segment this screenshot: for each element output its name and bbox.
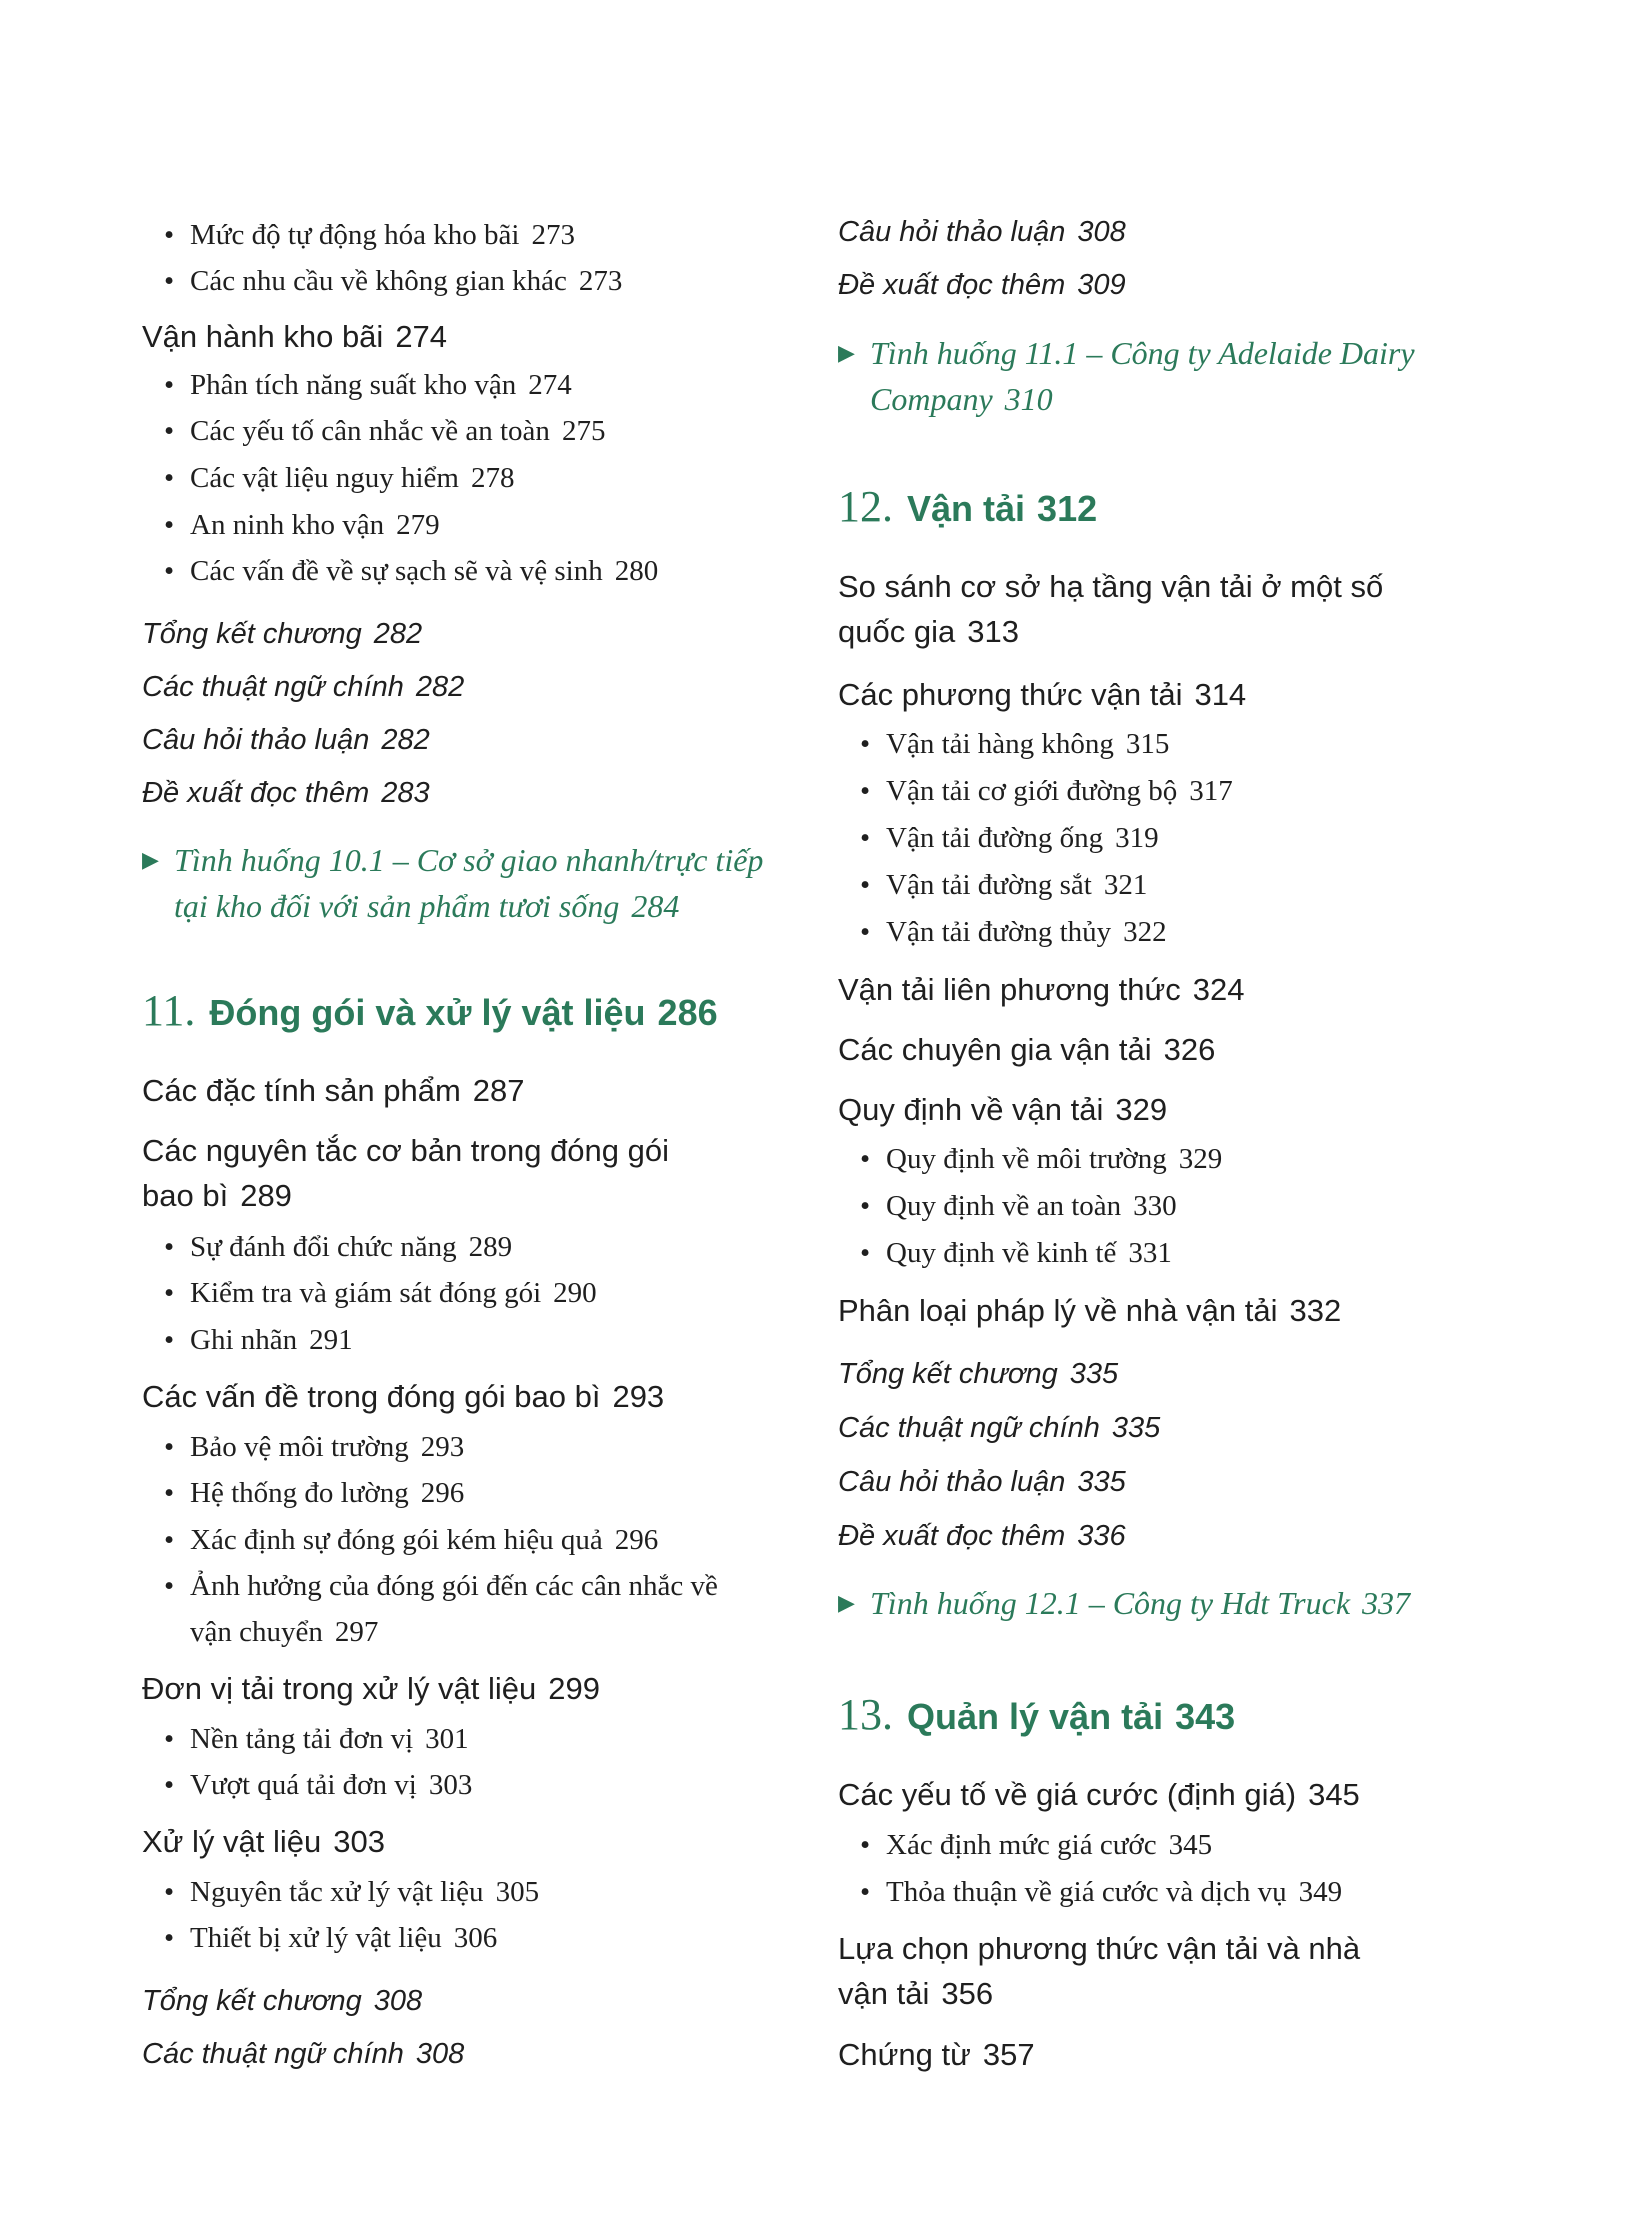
bullet-icon: • bbox=[860, 822, 871, 854]
toc-subentry[interactable]: • Các yếu tố cân nhắc về an toàn 275 bbox=[190, 408, 605, 454]
toc-subentry[interactable]: • Vận tải đường thủy 322 bbox=[886, 909, 1167, 955]
triangle-right-icon: ▶ bbox=[142, 847, 159, 872]
toc-chapter-heading[interactable]: 11. Đóng gói và xử lý vật liệu 286 bbox=[142, 986, 718, 1035]
toc-section-entry[interactable]: Xử lý vật liệu 303 bbox=[142, 1824, 385, 1859]
toc-subentry[interactable]: • Phân tích năng suất kho vận 274 bbox=[190, 362, 572, 408]
toc-end-entry[interactable]: Tổng kết chương 335 bbox=[838, 1358, 1119, 1390]
toc-section-entry[interactable]: Chứng từ 357 bbox=[838, 2037, 1035, 2072]
bullet-icon: • bbox=[860, 869, 871, 901]
toc-section-entry[interactable]: Các đặc tính sản phẩm 287 bbox=[142, 1073, 525, 1108]
toc-section-entry[interactable]: So sánh cơ sở hạ tầng vận tải ở một số quốc gia 313 bbox=[838, 569, 1384, 649]
bullet-icon: • bbox=[164, 1524, 175, 1556]
toc-section-entry[interactable]: Vận hành kho bãi 274 bbox=[142, 319, 448, 354]
toc-subentry[interactable]: • Vận tải đường ống 319 bbox=[886, 815, 1159, 861]
toc-subentry[interactable]: • Nguyên tắc xử lý vật liệu 305 bbox=[190, 1869, 539, 1915]
toc-end-entry[interactable]: Các thuật ngữ chính 282 bbox=[142, 671, 465, 703]
toc-subentry[interactable]: • Bảo vệ môi trường 293 bbox=[190, 1424, 464, 1470]
toc-end-entry[interactable]: Các thuật ngữ chính 335 bbox=[838, 1412, 1161, 1444]
bullet-icon: • bbox=[164, 555, 175, 587]
toc-chapter-heading[interactable]: 13. Quản lý vận tải 343 bbox=[838, 1690, 1236, 1739]
bullet-icon: • bbox=[164, 1231, 175, 1263]
bullet-icon: • bbox=[164, 1723, 175, 1755]
toc-section-entry[interactable]: Quy định về vận tải 329 bbox=[838, 1092, 1168, 1127]
bullet-icon: • bbox=[860, 1190, 871, 1222]
toc-end-entry[interactable]: Câu hỏi thảo luận 282 bbox=[142, 724, 430, 756]
bullet-icon: • bbox=[860, 1237, 871, 1269]
toc-subentry[interactable]: • Vận tải đường sắt 321 bbox=[886, 862, 1147, 908]
toc-section-entry[interactable]: Vận tải liên phương thức 324 bbox=[838, 972, 1245, 1007]
bullet-icon: • bbox=[164, 219, 175, 251]
bullet-icon: • bbox=[164, 1477, 175, 1509]
toc-subentry[interactable]: • Xác định sự đóng gói kém hiệu quả 296 bbox=[190, 1517, 658, 1563]
toc-section-entry[interactable]: Phân loại pháp lý về nhà vận tải 332 bbox=[838, 1293, 1342, 1328]
toc-section-entry[interactable]: Lựa chọn phương thức vận tải và nhà vận tải 356 bbox=[838, 1931, 1361, 2011]
toc-section-entry[interactable]: Các phương thức vận tải 314 bbox=[838, 677, 1247, 712]
toc-end-entry[interactable]: Câu hỏi thảo luận 308 bbox=[838, 216, 1126, 248]
bullet-icon: • bbox=[164, 1324, 175, 1356]
bullet-icon: • bbox=[164, 1570, 175, 1602]
toc-end-entry[interactable]: Tổng kết chương 282 bbox=[142, 618, 423, 650]
bullet-icon: • bbox=[164, 369, 175, 401]
bullet-icon: • bbox=[860, 1829, 871, 1861]
toc-end-entry[interactable]: Đề xuất đọc thêm 336 bbox=[838, 1520, 1126, 1552]
bullet-icon: • bbox=[860, 1876, 871, 1908]
toc-section-entry[interactable]: Các chuyên gia vận tải 326 bbox=[838, 1032, 1216, 1067]
toc-subentry[interactable]: • Mức độ tự động hóa kho bãi 273 bbox=[190, 212, 575, 258]
toc-subentry[interactable]: • Xác định mức giá cước 345 bbox=[886, 1822, 1212, 1868]
triangle-right-icon: ▶ bbox=[838, 340, 855, 365]
toc-end-entry[interactable]: Các thuật ngữ chính 308 bbox=[142, 2038, 465, 2070]
toc-subentry[interactable]: • Thỏa thuận về giá cước và dịch vụ 349 bbox=[886, 1869, 1342, 1915]
toc-subentry[interactable]: • Các vật liệu nguy hiểm 278 bbox=[190, 455, 515, 501]
toc-end-entry[interactable]: Tổng kết chương 308 bbox=[142, 1985, 423, 2017]
bullet-icon: • bbox=[164, 1876, 175, 1908]
bullet-icon: • bbox=[860, 1143, 871, 1175]
toc-end-entry[interactable]: Câu hỏi thảo luận 335 bbox=[838, 1466, 1126, 1498]
toc-subentry[interactable]: • Sự đánh đổi chức năng 289 bbox=[190, 1224, 512, 1270]
toc-subentry[interactable]: • Ảnh hưởng của đóng gói đến các cân nhắc về vận chuyển 297 bbox=[190, 1563, 718, 1655]
bullet-icon: • bbox=[164, 1922, 175, 1954]
bullet-icon: • bbox=[860, 775, 871, 807]
bullet-icon: • bbox=[164, 265, 175, 297]
toc-subentry[interactable]: • Thiết bị xử lý vật liệu 306 bbox=[190, 1915, 497, 1961]
toc-subentry[interactable]: • Vận tải cơ giới đường bộ 317 bbox=[886, 768, 1233, 814]
toc-subentry[interactable]: • Các nhu cầu về không gian khác 273 bbox=[190, 258, 622, 304]
triangle-right-icon: ▶ bbox=[838, 1590, 855, 1615]
toc-subentry[interactable]: • Ghi nhãn 291 bbox=[190, 1317, 353, 1363]
toc-chapter-heading[interactable]: 12. Vận tải 312 bbox=[838, 482, 1098, 531]
bullet-icon: • bbox=[164, 509, 175, 541]
toc-section-entry[interactable]: Đơn vị tải trong xử lý vật liệu 299 bbox=[142, 1671, 601, 1706]
toc-subentry[interactable]: • Quy định về môi trường 329 bbox=[886, 1136, 1222, 1182]
toc-subentry[interactable]: • Hệ thống đo lường 296 bbox=[190, 1470, 464, 1516]
bullet-icon: • bbox=[164, 1769, 175, 1801]
toc-page: • Mức độ tự động hóa kho bãi 273 • Các nhu cầu về không gian khác 273 Vận hành kho bãi 274 • Phân tích năng suất kho vận 274 • Các yếu tố cân nhắc về an toàn 275 • Các vật liệu nguy hiểm 278 • An ninh kho vận 279 • Các vấn đề về sự sạch sẽ và vệ sinh 280 Tổng kết chương 282 Các thuật ngữ chính 282 Câu hỏi thảo luận 282 Đề xuất đọc thêm 283 ▶ Tình huống 10.1 – Cơ sở giao nhanh/trực tiếp tại kho đối với sản phẩm tươi sống 284 11. Đóng gói và xử lý vật liệu 286 Các đặc tính sản phẩm 287 Các nguyên tắc cơ bản trong đóng gói bao bì 289 • Sự đánh đổi chức năng 289 • Kiểm tra và giám sát đóng gói 290 • Ghi nhãn 291 Các vấn đề trong đóng gói bao bì 293 • Bảo vệ môi trường 293 • Hệ thống đo lường 296 • Xác định sự đóng gói kém hiệu quả 296 • Ảnh hưởng của đóng gói đến các cân nhắc về vận chuyển 297 Đơn vị tải trong xử lý vật liệu 299 • Nền tảng tải đơn vị 301 • Vượt quá tải đơn vị 303 Xử lý vật liệu 303 • Nguyên tắc xử lý vật liệu 305 • Thiết bị xử lý vật liệu 306 Tổng kết chương 308 Các thuật ngữ chính 308 Câu hỏi thảo luận 308 Đề xuất đọc thêm 309 ▶ Tình huống 11.1 – Công ty Adelaide Dairy Company 310 12. Vận tải 312 So sánh cơ sở hạ tầng vận tải ở một số quốc gia 313 Các phương thức vận tải 314 • Vận tải hàng không 315 • Vận tải cơ giới đường bộ 317 • Vận tải đường ống 319 • Vận tải đường sắt 321 • Vận tải đường thủy 322 Vận tải liên phương thức 324 Các chuyên gia vận tải 326 Quy định về vận tải 329 • Quy định về môi trường 329 • Quy định về an toàn 330 • Quy định về kinh tế 331 Phân loại pháp lý về nhà vận tải 332 Tổng kết chương 335 Các thuật ngữ chính 335 Câu hỏi thảo luận 335 Đề xuất đọc thêm 336 ▶ Tình huống 12.1 – Công ty Hdt Truck 337 13. Quản lý vận tải 343 Các yếu tố về giá cước (định giá) 345 • Xác định mức giá cước 345 • Thỏa thuận về giá cước và dịch vụ 349 Lựa chọn phương thức vận tải và nhà vận tải 356 Chứng từ 357 bbox=[0, 0, 1638, 2213]
bullet-icon: • bbox=[860, 728, 871, 760]
bullet-icon: • bbox=[860, 916, 871, 948]
toc-subentry[interactable]: • Quy định về kinh tế 331 bbox=[886, 1230, 1172, 1276]
toc-section-entry[interactable]: Các nguyên tắc cơ bản trong đóng gói bao bì 289 bbox=[142, 1133, 670, 1213]
toc-subentry[interactable]: • Kiểm tra và giám sát đóng gói 290 bbox=[190, 1270, 597, 1316]
toc-subentry[interactable]: • Quy định về an toàn 330 bbox=[886, 1183, 1177, 1229]
toc-section-entry[interactable]: Các vấn đề trong đóng gói bao bì 293 bbox=[142, 1379, 665, 1414]
toc-subentry[interactable]: • Vận tải hàng không 315 bbox=[886, 721, 1169, 767]
bullet-icon: • bbox=[164, 415, 175, 447]
bullet-icon: • bbox=[164, 1431, 175, 1463]
toc-section-entry[interactable]: Các yếu tố về giá cước (định giá) 345 bbox=[838, 1777, 1360, 1812]
toc-end-entry[interactable]: Đề xuất đọc thêm 283 bbox=[142, 777, 430, 809]
toc-subentry[interactable]: • Vượt quá tải đơn vị 303 bbox=[190, 1762, 472, 1808]
toc-subentry[interactable]: • Các vấn đề về sự sạch sẽ và vệ sinh 280 bbox=[190, 548, 658, 594]
bullet-icon: • bbox=[164, 1277, 175, 1309]
toc-subentry[interactable]: • An ninh kho vận 279 bbox=[190, 502, 440, 548]
toc-subentry[interactable]: • Nền tảng tải đơn vị 301 bbox=[190, 1716, 469, 1762]
toc-end-entry[interactable]: Đề xuất đọc thêm 309 bbox=[838, 269, 1126, 301]
bullet-icon: • bbox=[164, 462, 175, 494]
